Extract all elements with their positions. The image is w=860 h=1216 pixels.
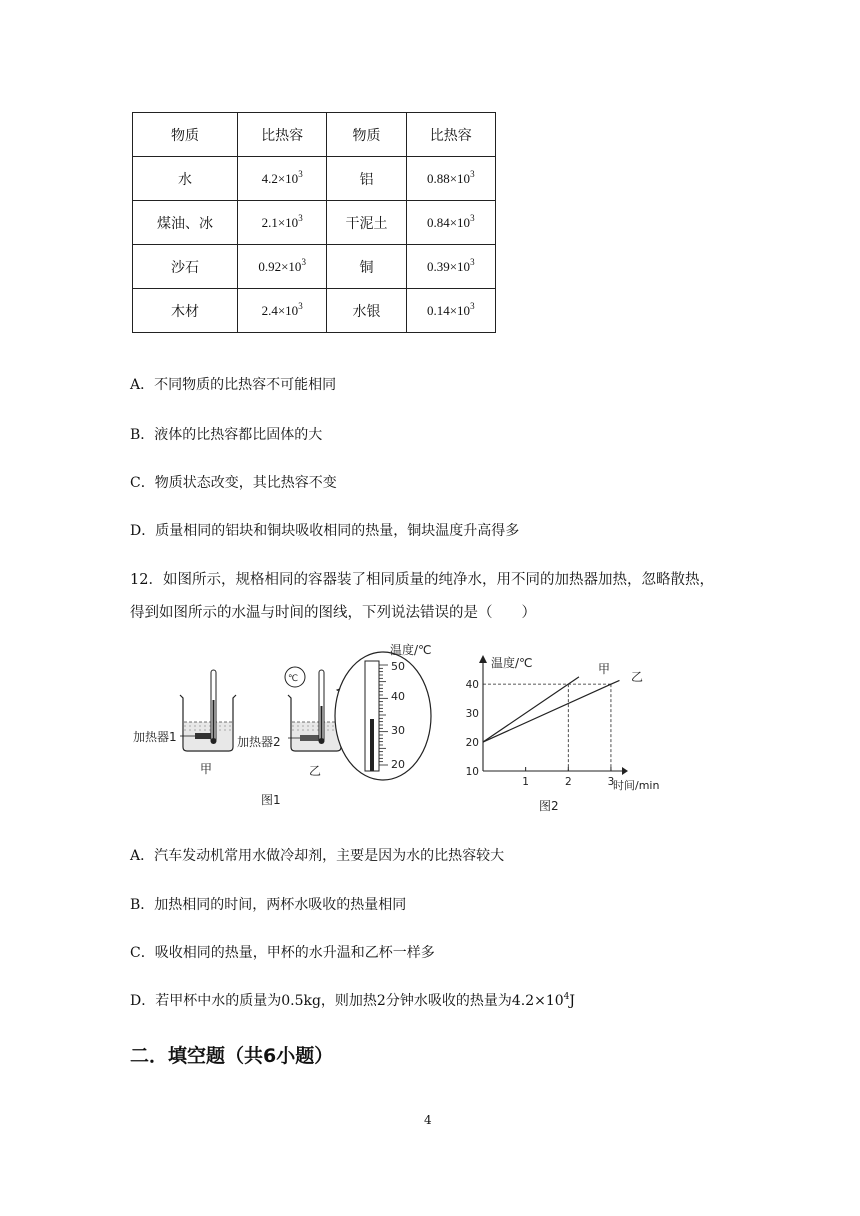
series-label-yi: 乙 xyxy=(631,670,644,684)
x-tick-label: 2 xyxy=(564,776,572,788)
substance-cell: 水 xyxy=(133,157,238,201)
q12-stem-line2: 得到如图所示的水温与时间的图线，下列说法错误的是（ ） xyxy=(130,605,536,621)
table-row xyxy=(133,157,496,201)
thermometer-zoom xyxy=(335,652,431,780)
q11-option-d[interactable]: D．质量相同的铝块和铜块吸收相同的热量，铜块温度升高得多 xyxy=(130,523,520,539)
section-title: 二．填空题（共6小题） xyxy=(130,1045,334,1067)
series-line-yi xyxy=(483,680,619,742)
figure-1 xyxy=(125,640,445,815)
q12-option-a[interactable]: A．汽车发动机常用水做冷却剂，主要是因为水的比热容较大 xyxy=(130,848,505,864)
q12-option-b[interactable]: B．加热相同的时间，两杯水吸收的热量相同 xyxy=(130,897,407,913)
table-header-cell: 比热容 xyxy=(237,113,326,157)
table-row xyxy=(133,201,496,245)
beaker-jia-label: 甲 xyxy=(200,762,213,776)
value-cell: $0.88\times 10^3$ xyxy=(406,157,495,201)
value-cell: $0.14\times 10^3$ xyxy=(406,289,495,333)
figure-2-caption: 图2 xyxy=(539,799,559,813)
beaker-yi-label: 乙 xyxy=(309,764,322,778)
value-cell: $2.1\times 10^3$ xyxy=(237,201,326,245)
substance-cell: 干泥土 xyxy=(327,201,406,245)
substance-cell: 铝 xyxy=(327,157,406,201)
series-label-jia: 甲 xyxy=(598,662,611,676)
value-cell: $4.2\times 10^3$ xyxy=(237,157,326,201)
q11-option-c[interactable]: C．物质状态改变，其比热容不变 xyxy=(130,475,337,491)
q12-option-d[interactable]: D．若甲杯中水的质量为0.5kg，则加热2分钟水吸收的热量为$4.2\times 10^4J$ xyxy=(130,992,576,1009)
substance-cell: 沙石 xyxy=(133,245,238,289)
y-tick-label: 30 xyxy=(465,708,479,721)
substance-cell: 煤油、冰 xyxy=(133,201,238,245)
substance-cell: 铜 xyxy=(327,245,406,289)
y-tick-label: 20 xyxy=(465,737,479,750)
thermometer-tick-label: 50 xyxy=(391,660,405,673)
thermometer-tick-label: 30 xyxy=(391,724,405,737)
substance-cell: 木材 xyxy=(133,289,238,333)
substance-cell: 水银 xyxy=(327,289,406,333)
table-header-cell: 比热容 xyxy=(406,113,495,157)
x-tick-label: 3 xyxy=(607,776,615,788)
page-number: 4 xyxy=(424,1113,432,1127)
table-row xyxy=(133,289,496,333)
specific-heat-table xyxy=(132,112,496,333)
figure-1-caption: 图1 xyxy=(261,793,281,807)
q12-option-c[interactable]: C．吸收相同的热量，甲杯的水升温和乙杯一样多 xyxy=(130,945,435,961)
value-cell: $0.92\times 10^3$ xyxy=(237,245,326,289)
thermometer-tick-label: 20 xyxy=(391,758,405,771)
value-cell: $2.4\times 10^3$ xyxy=(237,289,326,333)
table-header-cell: 物质 xyxy=(327,113,406,157)
celsius-symbol: ℃ xyxy=(288,674,299,684)
q12-stem-line1: 12．如图所示，规格相同的容器装了相同质量的纯净水，用不同的加热器加热，忽略散热， xyxy=(130,572,714,588)
y-tick-label: 10 xyxy=(465,766,479,778)
table-header-row xyxy=(133,113,496,157)
thermometer-title: 温度/℃ xyxy=(390,643,432,657)
figure-2-chart xyxy=(455,645,670,815)
beaker-jia xyxy=(180,670,236,751)
y-axis-label: 温度/℃ xyxy=(491,656,533,670)
heater-2-label: 加热器2 xyxy=(237,735,281,749)
q11-option-b[interactable]: B．液体的比热容都比固体的大 xyxy=(130,427,323,443)
table-row xyxy=(133,245,496,289)
value-cell: $0.84\times 10^3$ xyxy=(406,201,495,245)
value-cell: $0.39\times 10^3$ xyxy=(406,245,495,289)
y-tick-label: 40 xyxy=(465,679,479,692)
x-tick-label: 1 xyxy=(522,776,529,788)
heater-1-label: 加热器1 xyxy=(133,730,177,744)
table-header-cell: 物质 xyxy=(133,113,238,157)
x-axis-label: 时间/min xyxy=(613,779,660,792)
q11-option-a[interactable]: A．不同物质的比热容不可能相同 xyxy=(130,377,337,393)
thermometer-tick-label: 40 xyxy=(391,690,405,703)
series-line-jia xyxy=(483,677,579,742)
